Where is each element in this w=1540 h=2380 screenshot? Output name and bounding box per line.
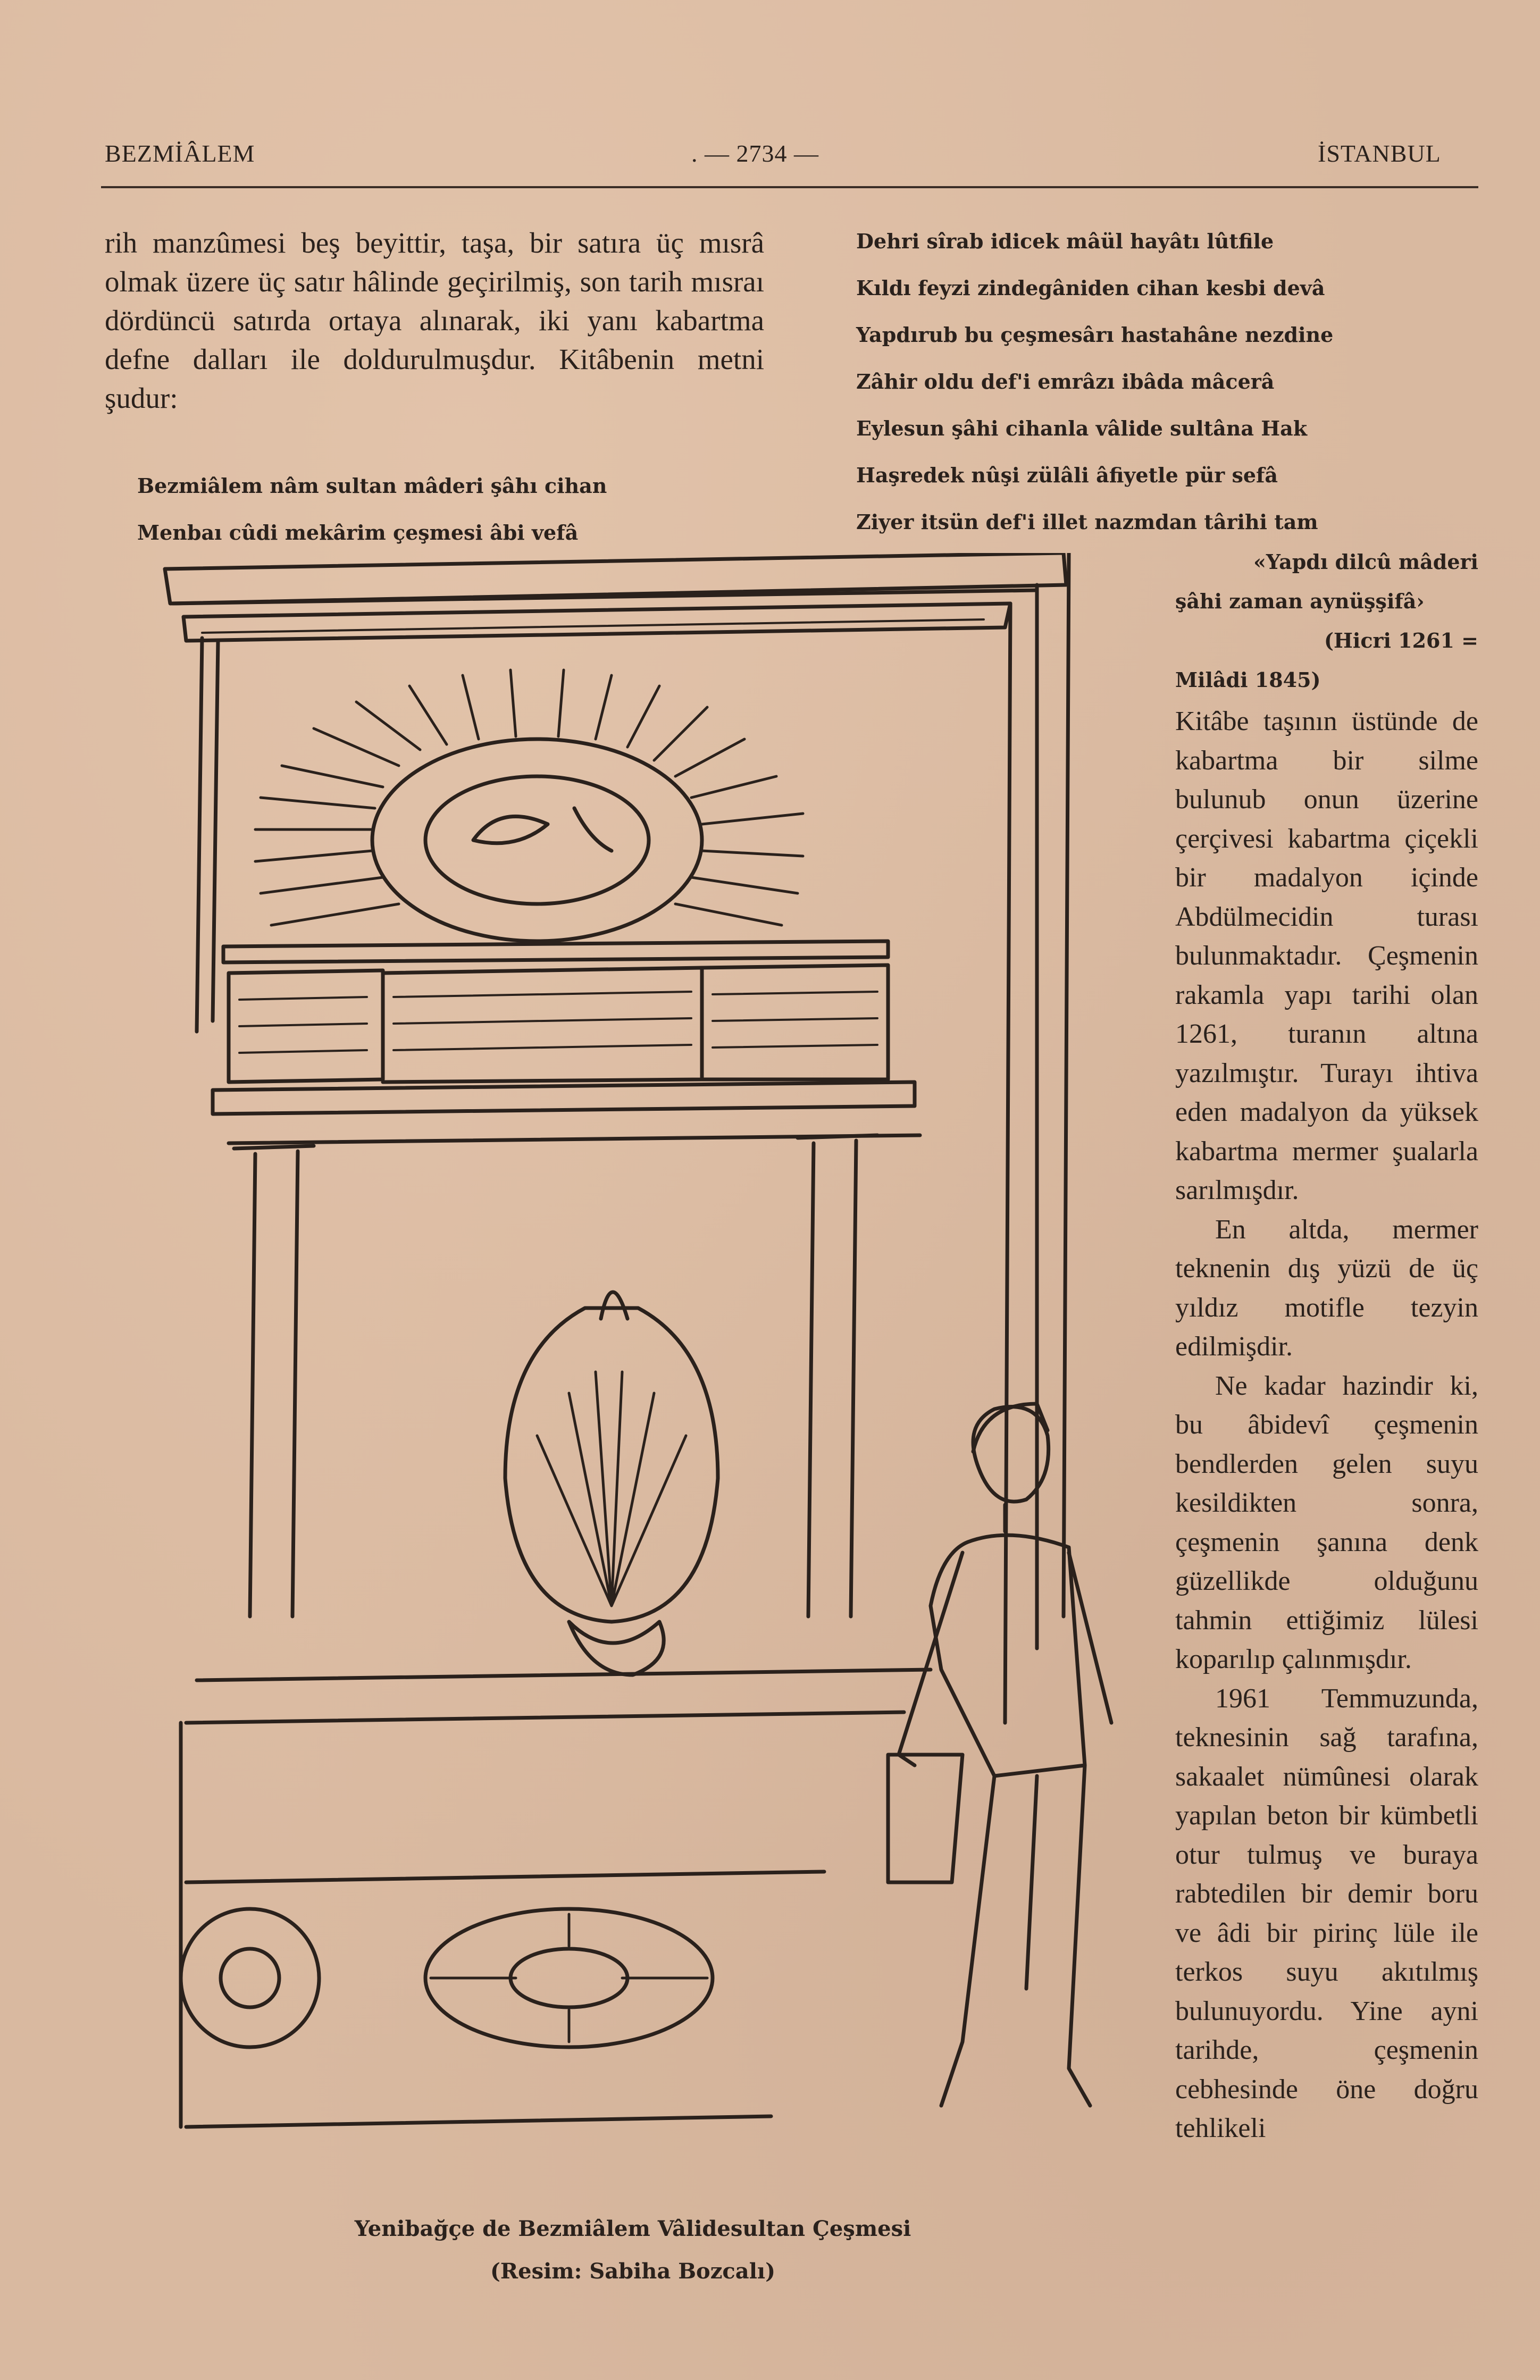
verse-line: Bezmiâlem nâm sultan mâderi şâhı cihan <box>137 474 607 498</box>
closing-line: Milâdi 1845) <box>1175 668 1321 692</box>
paragraph: 1961 Temmuzunda, teknesinin sağ tarafına, sakaalet nümûnesi olarak yapılan beton bir kümbetli otur tulmuş ve buraya rabtedilen bir demir boru ve âdi bir pirinç lüle ile terkos suyu akıtılmış bulunuyordu. Yine ayni tarihde, çeşmenin cebhesinde öne doğru tehlikeli <box>1175 1683 1478 2143</box>
paragraph: En altda, mermer teknenin dış yüzü de üç yıldız motifle tezyin edilmişdir. <box>1175 1214 1478 1362</box>
boy-figure <box>888 1404 1111 2106</box>
verse-line: Yapdırub bu çeşmesârı hastahâne nezdine <box>856 323 1334 347</box>
verse-line: Haşredek nûşi zülâli âfiyetle pür sefâ <box>856 463 1278 487</box>
paragraph: rih manzûmesi beş beyittir, taşa, bir satıra üç mısrâ olmak üzere üç satır hâlinde geçirilmiş, son tarih mısraı dördüncü satırda ortaya alınarak, iki yanı kabartma defne dalları ile doldurulmuşdur. Kitâbenin metni şudur: <box>105 227 764 414</box>
closing-line: şâhi zaman aynüşşifâ› <box>1175 589 1425 613</box>
verse-line: Eylesun şâhi cihanla vâlide sultâna Hak <box>856 416 1308 440</box>
running-header-left: BEZMİÂLEM <box>105 140 255 167</box>
verse-line: Ziyer itsün def'i illet nazmdan târihi tam <box>856 510 1318 534</box>
fountain-illustration <box>133 553 1143 2196</box>
verse-line: Menbaı cûdi mekârim çeşmesi âbi vefâ <box>137 521 579 544</box>
fountain-drawing <box>165 553 1069 2127</box>
right-prose <box>1175 702 1478 2148</box>
figure-caption: Yenibağçe de Bezmiâlem Vâlidesultan Çeşmesi <box>354 2216 911 2241</box>
verse-line: Zâhir oldu def'i emrâzı ibâda mâcerâ <box>856 370 1275 393</box>
header-rule <box>101 186 1478 188</box>
closing-line: (Hicri 1261 = <box>1324 628 1478 652</box>
paragraph: Kitâbe taşının üstünde de kabartma bir silme bulunub onun üzerine çerçivesi kabartma çiçekli bir madalyon içinde Abdülmecidin turası bulunmaktadır. Çeşmenin rakamla yapı tarihi olan 1261, turanın altına yazılmıştır. Turayı ihtiva eden madalyon da yüksek kabartma mermer şualarla sarılmışdır. <box>1175 706 1478 1205</box>
paragraph: Ne kadar hazindir ki, bu âbidevî çeşmenin bendlerden gelen suyu kesildikten sonra, çeşmenin şanına denk güzellikde olduğunu tahmin ettiğimiz lülesi koparılıp çalınmışdır. <box>1175 1370 1478 1674</box>
left-prose <box>105 223 764 417</box>
figure-credit: (Resim: Sabiha Bozcalı) <box>490 2259 776 2284</box>
verse-right <box>856 218 1333 546</box>
closing-date-verse <box>1175 542 1478 700</box>
closing-line: «Yapdı dilcû mâderi <box>1253 550 1478 574</box>
verse-line: Kıldı feyzi zindegâniden cihan kesbi devâ <box>856 276 1325 300</box>
verse-left <box>137 463 607 556</box>
page-number: . — 2734 — <box>691 140 819 167</box>
running-header-right: İSTANBUL <box>1318 140 1441 167</box>
verse-line: Dehri sîrab idicek mâül hayâtı lûtfile <box>856 229 1274 253</box>
